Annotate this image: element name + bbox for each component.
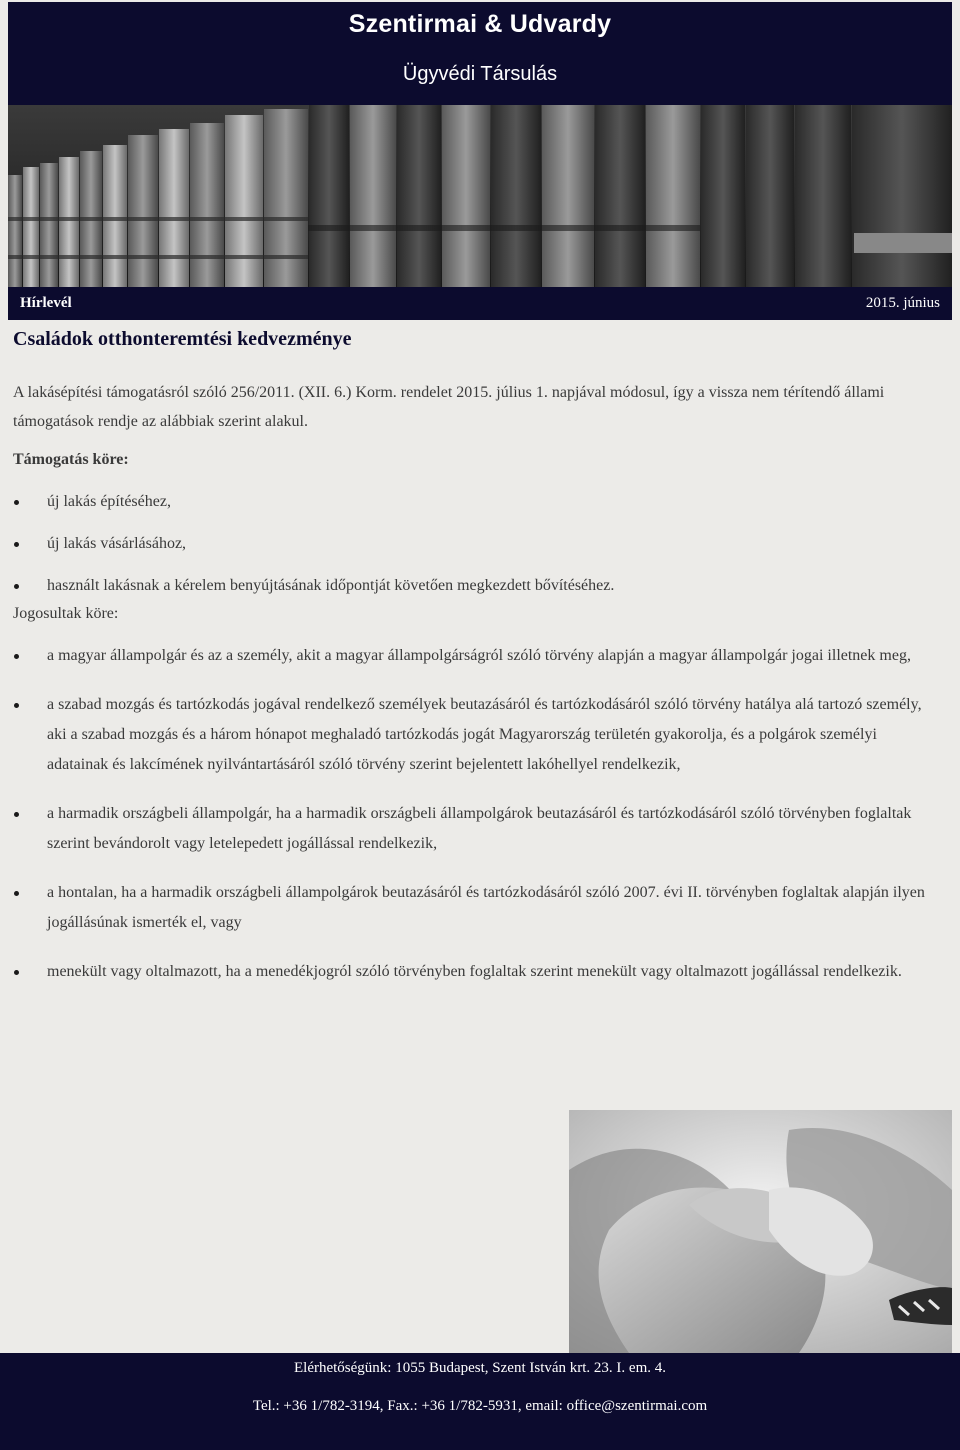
list-item: új lakás vásárlásához, (13, 529, 939, 559)
bullet-icon (14, 703, 19, 708)
issue-date: 2015. június (865, 295, 940, 311)
support-heading: Támogatás köre: (13, 451, 129, 468)
eligible-heading: Jogosultak köre: (13, 605, 119, 622)
article-title: Családok otthonteremtési kedvezménye (13, 328, 352, 350)
support-list (13, 487, 939, 601)
list-item: a szabad mozgás és tartózkodás jogával rendelkező személyek beutazásáról és tartózkodásáról szóló törvény hatálya alá tartozó személy, aki a szabad mozgás és a három hónapot meghaladó tartózkodás jogát Magyarország területén gyakorolja, és a polgárok személyi adatainak és lakcímének nyilvántartásáról szóló törvény szerint bejelentett lakóhellyel rendelkezik, (13, 690, 939, 780)
list-item: a hontalan, ha a harmadik országbeli állampolgárok beutazásáról és tartózkodásáról szóló 2007. évi II. törvényben foglaltak alapján ilyen jogállásúnak ismerték el, vagy (13, 878, 939, 938)
footer-address: Elérhetőségünk: 1055 Budapest, Szent István krt. 23. I. em. 4. (293, 1360, 666, 1376)
eligible-list (13, 641, 939, 987)
newsletter-bar (8, 287, 952, 320)
footer-contact: Tel.: +36 1/782-3194, Fax.: +36 1/782-5931, email: office@szentirmai.com (252, 1398, 708, 1414)
article-intro: A lakásépítési támogatásról szóló 256/2011. (XII. 6.) Korm. rendelet 2015. július 1. napjával módosul, így a vissza nem térítendő állami támogatások rendje az alábbiak szerint alakul. (13, 384, 885, 430)
newsletter-label: Hírlevél (20, 295, 72, 311)
book-spines-right (701, 105, 952, 287)
footer (0, 1353, 960, 1450)
book-spines-middle (308, 105, 700, 287)
firm-subtitle: Ügyvédi Társulás (402, 63, 558, 85)
bullet-icon (14, 812, 19, 817)
list-item: a harmadik országbeli állampolgár, ha a harmadik országbeli állampolgárok beutazásáról és tartózkodásáról szóló törvényben foglaltak szerint bevándorolt vagy letelepedett jogállással rendelkezik, (13, 799, 939, 859)
list-item: menekült vagy oltalmazott, ha a menedékjogról szóló törvényben foglaltak szerint menekült vagy oltalmazott jogállással rendelkezik. (13, 957, 939, 987)
hands-photo (569, 1110, 952, 1353)
bullet-icon (14, 584, 19, 589)
bullet-icon (14, 500, 19, 505)
bullet-icon (14, 542, 19, 547)
bullet-icon (14, 970, 19, 975)
list-item: a magyar állampolgár és az a személy, akit a magyar állampolgárságról szóló törvény alapján a magyar állampolgár jogai illetnek meg, (13, 641, 939, 671)
article (13, 328, 939, 1006)
bullet-icon (14, 891, 19, 896)
law-books-banner-image (8, 105, 952, 287)
list-item: használt lakásnak a kérelem benyújtásának időpontját követően megkezdett bővítéséhez. (13, 571, 939, 601)
list-item: új lakás építéséhez, (13, 487, 939, 517)
bullet-icon (14, 654, 19, 659)
masthead (8, 2, 952, 105)
firm-name: Szentirmai & Udvardy (348, 10, 612, 38)
